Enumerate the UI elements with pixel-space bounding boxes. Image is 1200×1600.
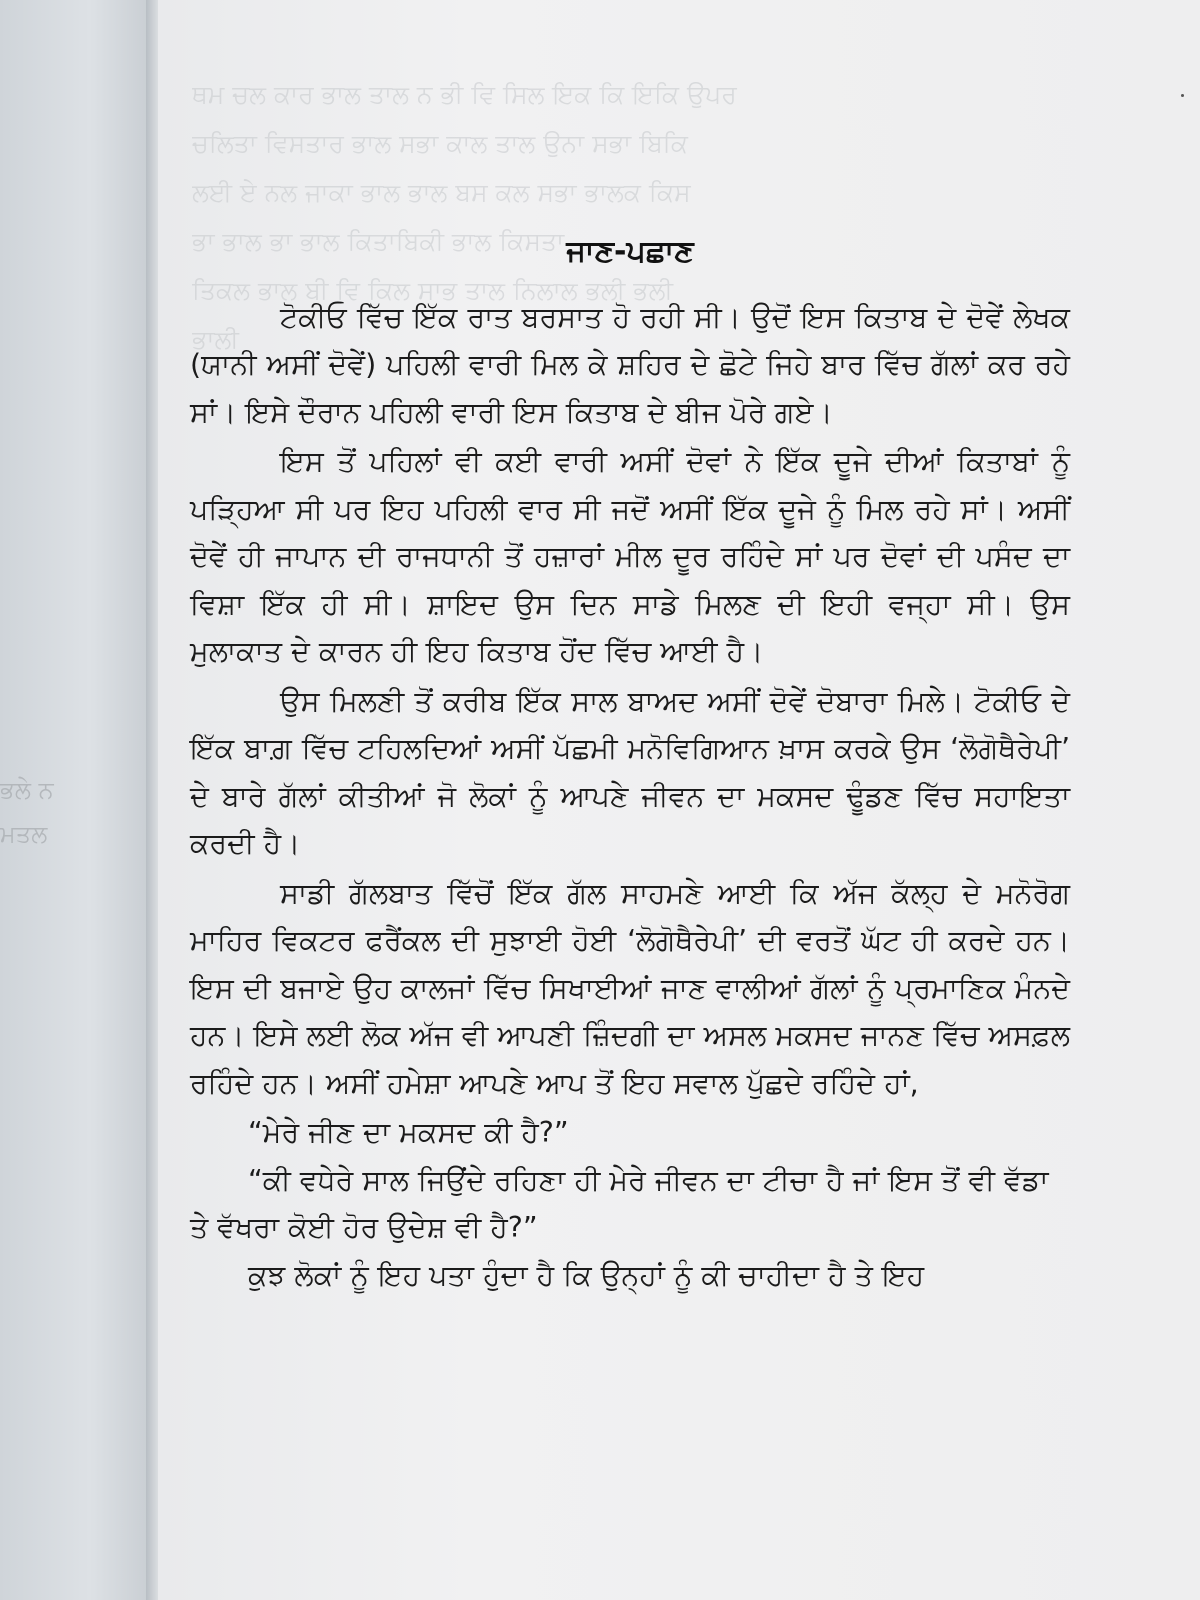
ghost-line: ਚਲਿਤਾ ਵਿਸਤਾਰ ਭਾਲ ਸਭਾ ਕਾਲ ਤਾਲ ਉਨਾ ਸਭਾ ਬਿਕਿ [192,129,688,158]
ghost-line: ਭਾ ਭਾਲ ਭਾ ਭਾਲ ਕਿਤਾਬਿਕੀ ਭਾਲ ਕਿਸਤਾ [192,227,565,256]
chapter-body [190,228,1070,1299]
left-bleed-line: ਭਲੇ ਨ [0,776,54,804]
left-bleed-line: ਮਤਲ [0,820,48,848]
paragraph: ਇਸ ਤੋਂ ਪਹਿਲਾਂ ਵੀ ਕਈ ਵਾਰੀ ਅਸੀਂ ਦੋਵਾਂ ਨੇ ਇੱਕ ਦੂਜੇ ਦੀਆਂ ਕਿਤਾਬਾਂ ਨੂੰ ਪੜ੍ਹਿਆ ਸੀ ਪਰ ਇਹ ਪਹਿਲੀ ਵਾਰ ਸੀ ਜਦੋਂ ਅਸੀਂ ਇੱਕ ਦੂਜੇ ਨੂੰ ਮਿਲ ਰਹੇ ਸਾਂ। ਅਸੀਂ ਦੋਵੇਂ ਹੀ ਜਾਪਾਨ ਦੀ ਰਾਜਧਾਨੀ ਤੋਂ ਹਜ਼ਾਰਾਂ ਮੀਲ ਦੂਰ ਰਹਿੰਦੇ ਸਾਂ ਪਰ ਦੋਵਾਂ ਦੀ ਪਸੰਦ ਦਾ ਵਿਸ਼ਾ ਇੱਕ ਹੀ ਸੀ। ਸ਼ਾਇਦ ਉਸ ਦਿਨ ਸਾਡੇ ਮਿਲਣ ਦੀ ਇਹੀ ਵਜ੍ਹਾ ਸੀ। ਉਸ ਮੁਲਾਕਾਤ ਦੇ ਕਾਰਨ ਹੀ ਇਹ ਕਿਤਾਬ ਹੋਂਦ ਵਿੱਚ ਆਈ ਹੈ। [190,445,1070,668]
paragraph: ਟੋਕੀਓ ਵਿੱਚ ਇੱਕ ਰਾਤ ਬਰਸਾਤ ਹੋ ਰਹੀ ਸੀ। ਉਦੋਂ ਇਸ ਕਿਤਾਬ ਦੇ ਦੋਵੇਂ ਲੇਖਕ (ਯਾਨੀ ਅਸੀਂ ਦੋਵੇਂ) ਪਹਿਲੀ ਵਾਰੀ ਮਿਲ ਕੇ ਸ਼ਹਿਰ ਦੇ ਛੋਟੇ ਜਿਹੇ ਬਾਰ ਵਿੱਚ ਗੱਲਾਂ ਕਰ ਰਹੇ ਸਾਂ। ਇਸੇ ਦੌਰਾਨ ਪਹਿਲੀ ਵਾਰੀ ਇਸ ਕਿਤਾਬ ਦੇ ਬੀਜ ਪੋਰੇ ਗਏ। [190,300,1070,429]
paragraph: ਉਸ ਮਿਲਣੀ ਤੋਂ ਕਰੀਬ ਇੱਕ ਸਾਲ ਬਾਅਦ ਅਸੀਂ ਦੋਵੇਂ ਦੋਬਾਰਾ ਮਿਲੇ। ਟੋਕੀਓ ਦੇ ਇੱਕ ਬਾਗ਼ ਵਿੱਚ ਟਹਿਲਦਿਆਂ ਅਸੀਂ ਪੱਛਮੀ ਮਨੋਵਿਗਿਆਨ ਖ਼ਾਸ ਕਰਕੇ ਉਸ ‘ਲੋਗੋਥੈਰੇਪੀ’ ਦੇ ਬਾਰੇ ਗੱਲਾਂ ਕੀਤੀਆਂ ਜੋ ਲੋਕਾਂ ਨੂੰ ਆਪਣੇ ਜੀਵਨ ਦਾ ਮਕਸਦ ਢੂੰਡਣ ਵਿੱਚ ਸਹਾਇਤਾ ਕਰਦੀ ਹੈ। [190,684,1070,860]
quote: “ਮੇਰੇ ਜੀਣ ਦਾ ਮਕਸਦ ਕੀ ਹੈ?” [248,1116,569,1149]
chapter-title: ਜਾਣ-ਪਛਾਣ [566,234,694,269]
ghost-line: ਤਿਕਲ ਭਾਲ ਬੀ ਵਿ ਕਿਲ ਸਾਭ ਤਾਲ ਨਿਲਾਲ ਭਲੀ ਭਲੀ [192,276,674,305]
ghost-line: ਭਾਲੀ [192,325,239,354]
quote: “ਕੀ ਵਧੇਰੇ ਸਾਲ ਜਿਉਂਦੇ ਰਹਿਣਾ ਹੀ ਮੇਰੇ ਜੀਵਨ ਦਾ ਟੀਚਾ ਹੈ ਜਾਂ ਇਸ ਤੋਂ ਵੀ ਵੱਡਾ ਤੇ ਵੱਖਰਾ ਕੋਈ ਹੋਰ ਉਦੇਸ਼ ਵੀ ਹੈ?” [190,1163,1049,1244]
page-speck [1181,94,1184,97]
paragraph: ਸਾਡੀ ਗੱਲਬਾਤ ਵਿੱਚੋਂ ਇੱਕ ਗੱਲ ਸਾਹਮਣੇ ਆਈ ਕਿ ਅੱਜ ਕੱਲ੍ਹ ਦੇ ਮਨੋਰੋਗ ਮਾਹਿਰ ਵਿਕਟਰ ਫਰੈਂਕਲ ਦੀ ਸੁਝਾਈ ਹੋਈ ‘ਲੋਗੋਥੈਰੇਪੀ’ ਦੀ ਵਰਤੋਂ ਘੱਟ ਹੀ ਕਰਦੇ ਹਨ। ਇਸ ਦੀ ਬਜਾਏ ਉਹ ਕਾਲਜਾਂ ਵਿੱਚ ਸਿਖਾਈਆਂ ਜਾਣ ਵਾਲੀਆਂ ਗੱਲਾਂ ਨੂੰ ਪ੍ਰਮਾਣਿਕ ਮੰਨਦੇ ਹਨ। ਇਸੇ ਲਈ ਲੋਕ ਅੱਜ ਵੀ ਆਪਣੀ ਜ਼ਿੰਦਗੀ ਦਾ ਅਸਲ ਮਕਸਦ ਜਾਨਣ ਵਿੱਚ ਅਸਫ਼ਲ ਰਹਿੰਦੇ ਹਨ। ਅਸੀਂ ਹਮੇਸ਼ਾ ਆਪਣੇ ਆਪ ਤੋਂ ਇਹ ਸਵਾਲ ਪੁੱਛਦੇ ਰਹਿੰਦੇ ਹਾਂ, [190,876,1070,1100]
left-facing-page [0,0,150,1600]
ghost-line: ਲਈ ਏ ਨਲ ਜਾਕਾ ਭਾਲ ਭਾਲ ਬਸ ਕਲ ਸਭਾ ਭਾਲਕ ਕਿਸ [192,178,691,207]
book-page [158,0,1200,1600]
trailing-line: ਕੁਝ ਲੋਕਾਂ ਨੂੰ ਇਹ ਪਤਾ ਹੁੰਦਾ ਹੈ ਕਿ ਉਨ੍ਹਾਂ ਨੂੰ ਕੀ ਚਾਹੀਦਾ ਹੈ ਤੇ ਇਹ [248,1258,925,1292]
ghost-line: ਥਮ ਚਲ ਕਾਰ ਭਾਲ ਤਾਲ ਨ ਭੀ ਵਿ ਸਿਲ ਇਕ ਕਿ ਇਕਿ ਉਪਰ [192,80,737,109]
left-page-bleed-text [0,768,150,856]
